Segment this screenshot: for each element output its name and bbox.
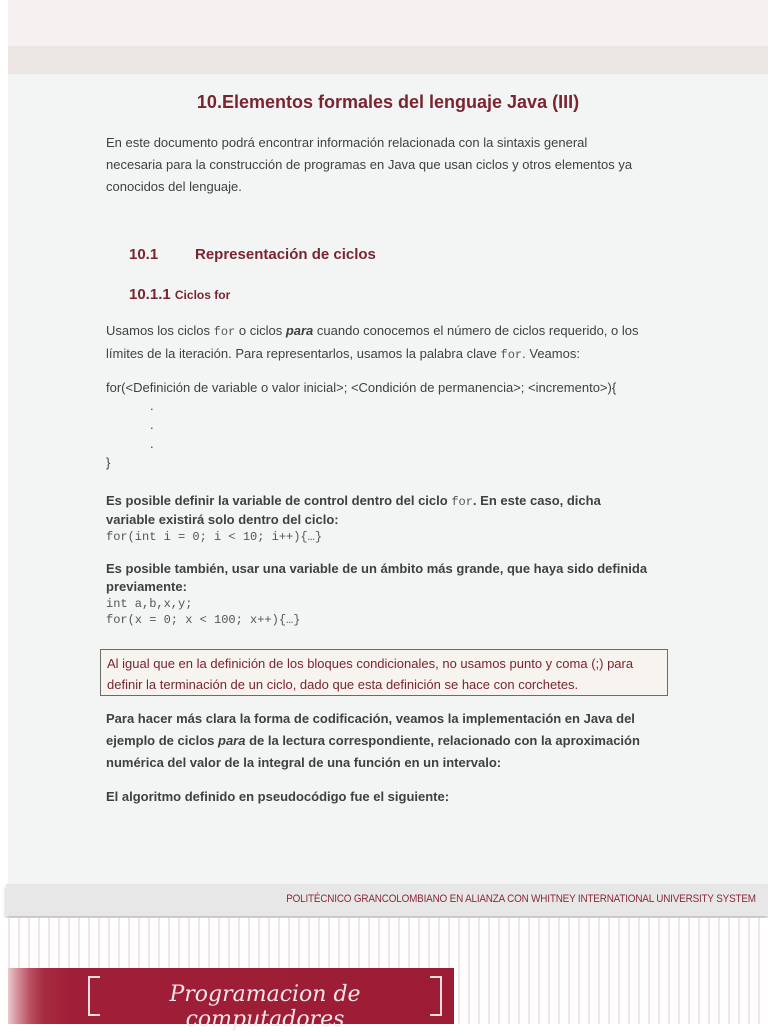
code-example-2-line-2: for(x = 0; x < 100; x++){…} bbox=[106, 613, 301, 627]
footer-bar bbox=[6, 884, 768, 916]
intro-paragraph: En este documento podrá encontrar información relacionada con la sintaxis general necesaria para la construcción de programas en Java que usan ciclos y otros elementos ya conocidos del lenguaje. bbox=[106, 135, 633, 194]
code-example-2-line-1: int a,b,x,y; bbox=[106, 597, 193, 611]
pseudocode-paragraph: El algoritmo definido en pseudocódigo fue el siguiente: bbox=[106, 789, 450, 804]
emphasis: para bbox=[285, 323, 314, 338]
text-run: Para hacer más clara la forma de codificación, veamos la implementación en Java del ejemplo de ciclos bbox=[106, 711, 635, 748]
code-example-1: for(int i = 0; i < 10; i++){…} bbox=[106, 530, 323, 544]
syntax-closing-brace: } bbox=[106, 455, 111, 470]
inline-code: for bbox=[500, 348, 523, 362]
syntax-dot: . bbox=[150, 398, 154, 413]
emphasis: para bbox=[218, 733, 246, 748]
subsection-title: Ciclos for bbox=[174, 288, 231, 302]
implementation-paragraph bbox=[106, 708, 646, 774]
banner-bracket-frame bbox=[88, 976, 442, 1032]
outer-variable-paragraph: Es posible también, usar una variable de un ámbito más grande, que haya sido definida previamente: bbox=[106, 561, 648, 594]
inline-code: for bbox=[213, 325, 236, 339]
subsection-heading bbox=[129, 286, 230, 303]
for-intro-paragraph bbox=[106, 320, 651, 366]
note-box: Al igual que en la definición de los bloques condicionales, no usamos punto y coma (;) para definir la terminación de un ciclo, dado que esta definición se hace con corchetes. bbox=[100, 649, 668, 696]
text-run: de la lectura correspondiente, relacionado con la aproximación numérica del valor de la integral de una función en un intervalo: bbox=[106, 733, 640, 770]
syntax-dot: . bbox=[150, 417, 154, 432]
top-band bbox=[8, 0, 768, 46]
text-run: cuando conocemos el número de ciclos requerido, o los límites de la iteración. Para representarlos, usamos la palabra clave bbox=[106, 323, 639, 361]
text-run: Es posible definir la variable de control dentro del ciclo bbox=[106, 493, 452, 508]
course-banner bbox=[8, 968, 454, 1032]
syntax-dot: . bbox=[150, 436, 154, 451]
footer-institution: POLITÉCNICO GRANCOLOMBIANO EN ALIANZA CON WHITNEY INTERNATIONAL UNIVERSITY SYSTEM bbox=[286, 893, 756, 905]
top-strip bbox=[8, 46, 768, 74]
text-run: . En este caso, dicha variable existirá solo dentro del ciclo: bbox=[106, 493, 601, 527]
local-variable-paragraph bbox=[106, 492, 651, 529]
section-number: 10.1 bbox=[129, 246, 159, 263]
text-run: o ciclos bbox=[235, 323, 286, 338]
course-name: Programacion de computadores bbox=[169, 982, 361, 1032]
text-run: . Veamos: bbox=[522, 346, 580, 361]
section-heading bbox=[129, 246, 376, 263]
section-title: Representación de ciclos bbox=[195, 246, 376, 263]
subsection-number: 10.1.1 bbox=[129, 286, 171, 303]
text-run: Usamos los ciclos bbox=[106, 323, 214, 338]
inline-code: for bbox=[451, 495, 473, 509]
document-title: 10.Elementos formales del lenguaje Java (III) bbox=[196, 92, 580, 112]
for-syntax-line: for(<Definición de variable o valor inicial>; <Condición de permanencia>; <incremento>){ bbox=[106, 380, 617, 395]
